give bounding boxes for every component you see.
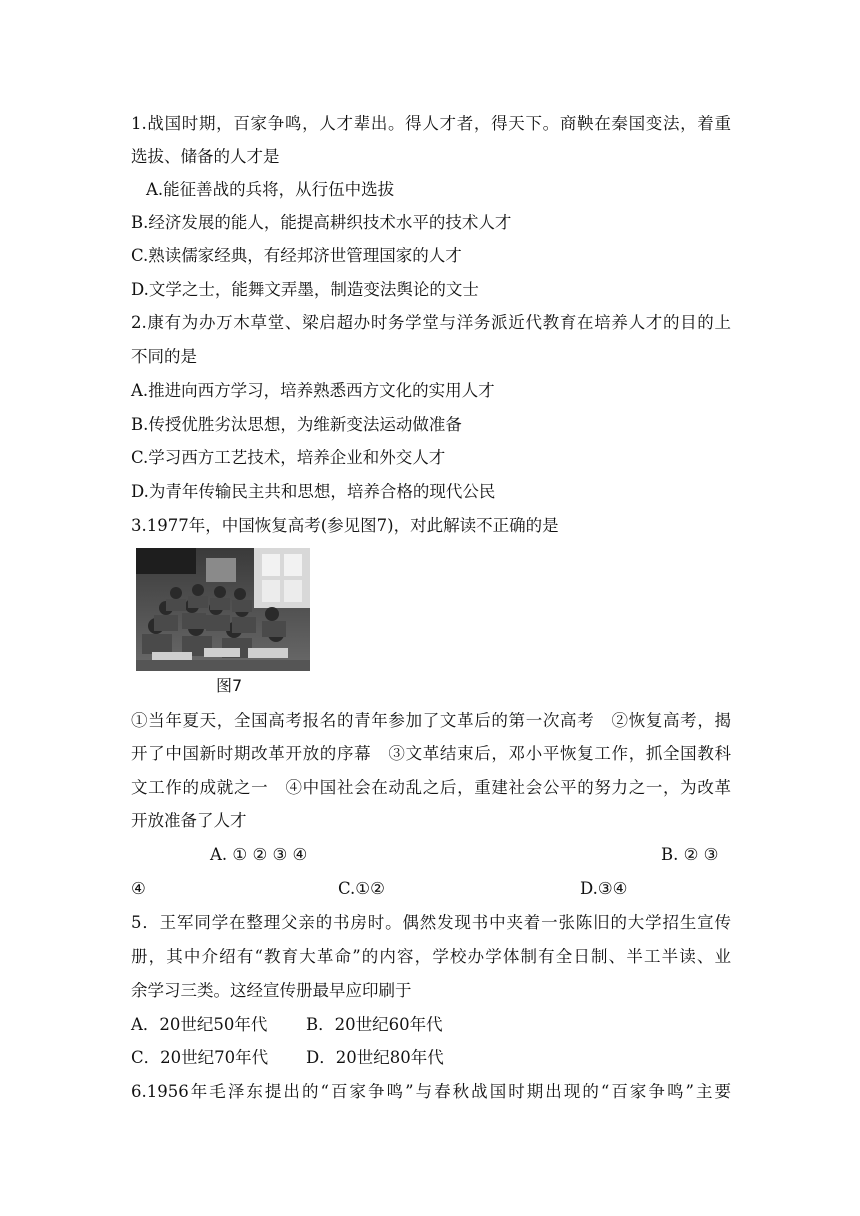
q3-option-c: C.①② xyxy=(338,879,385,898)
q1-option-a: A.能征善战的兵将，从行伍中选拔 xyxy=(146,180,395,199)
q2-option-c: C.学习西方工艺技术，培养企业和外交人才 xyxy=(131,448,446,467)
q1-option-c: C.熟读儒家经典，有经邦济世管理国家的人才 xyxy=(131,246,462,265)
figure-caption: 图7 xyxy=(216,676,243,695)
q1-option-d: D.文学之士，能舞文弄墨，制造变法舆论的文士 xyxy=(131,280,479,299)
q2-stem-line-1: 2.康有为办万木草堂、梁启超办时务学堂与洋务派近代教育在培养人才的目的上 xyxy=(131,313,731,332)
q3-statement-line-2: 开了中国新时期改革开放的序幕 ③文革结束后，邓小平恢复工作，抓全国教科 xyxy=(131,744,731,763)
q3-statement-line-4: 开放准备了人才 xyxy=(131,811,247,830)
q2-option-d: D.为青年传输民主共和思想，培养合格的现代公民 xyxy=(131,482,496,501)
exam-hall-photo xyxy=(136,548,310,671)
q3-statement-line-1: ①当年夏天，全国高考报名的青年参加了文革后的第一次高考 ②恢复高考，揭 xyxy=(131,711,731,730)
q5-option-c: C．20世纪70年代 xyxy=(131,1048,269,1067)
q5-stem-line-1: 5．王军同学在整理父亲的书房时。偶然发现书中夹着一张陈旧的大学招生宣传 xyxy=(131,913,731,932)
q5-option-d: D．20世纪80年代 xyxy=(306,1048,444,1067)
q3-stem: 3.1977年，中国恢复高考(参见图7)，对此解读不正确的是 xyxy=(131,516,559,535)
q5-stem-line-2: 册，其中介绍有“教育大革命”的内容，学校办学体制有全日制、半工半读、业 xyxy=(131,947,731,966)
q3-option-b: B. ② ③ xyxy=(661,845,719,864)
q3-option-a: A. ① ② ③ ④ xyxy=(210,845,308,864)
q3-statement-line-3: 文工作的成就之一 ④中国社会在动乱之后，重建社会公平的努力之一，为改革 xyxy=(131,778,731,797)
q5-stem-line-3: 余学习三类。这经宣传册最早应印刷于 xyxy=(131,981,412,1000)
q2-option-a: A.推进向西方学习，培养熟悉西方文化的实用人才 xyxy=(131,381,495,400)
q6-stem-line-1: 6.1956年毛泽东提出的“百家争鸣”与春秋战国时期出现的“百家争鸣”主要 xyxy=(131,1082,731,1101)
q5-option-b: B．20世纪60年代 xyxy=(306,1015,443,1034)
q5-option-a: A．20世纪50年代 xyxy=(131,1015,268,1034)
q2-stem-line-2: 不同的是 xyxy=(131,347,197,366)
q1-option-b: B.经济发展的能人，能提高耕织技术水平的技术人才 xyxy=(131,213,512,232)
q1-stem-line-2: 选拔、储备的人才是 xyxy=(131,147,280,166)
q3-option-d: D.③④ xyxy=(580,879,628,898)
q1-stem-line-1: 1.战国时期，百家争鸣，人才辈出。得人才者，得天下。商鞅在秦国变法，着重 xyxy=(131,114,731,133)
q2-option-b: B.传授优胜劣汰思想，为维新变法运动做准备 xyxy=(131,415,462,434)
q3-option-b-cont: ④ xyxy=(131,879,146,898)
